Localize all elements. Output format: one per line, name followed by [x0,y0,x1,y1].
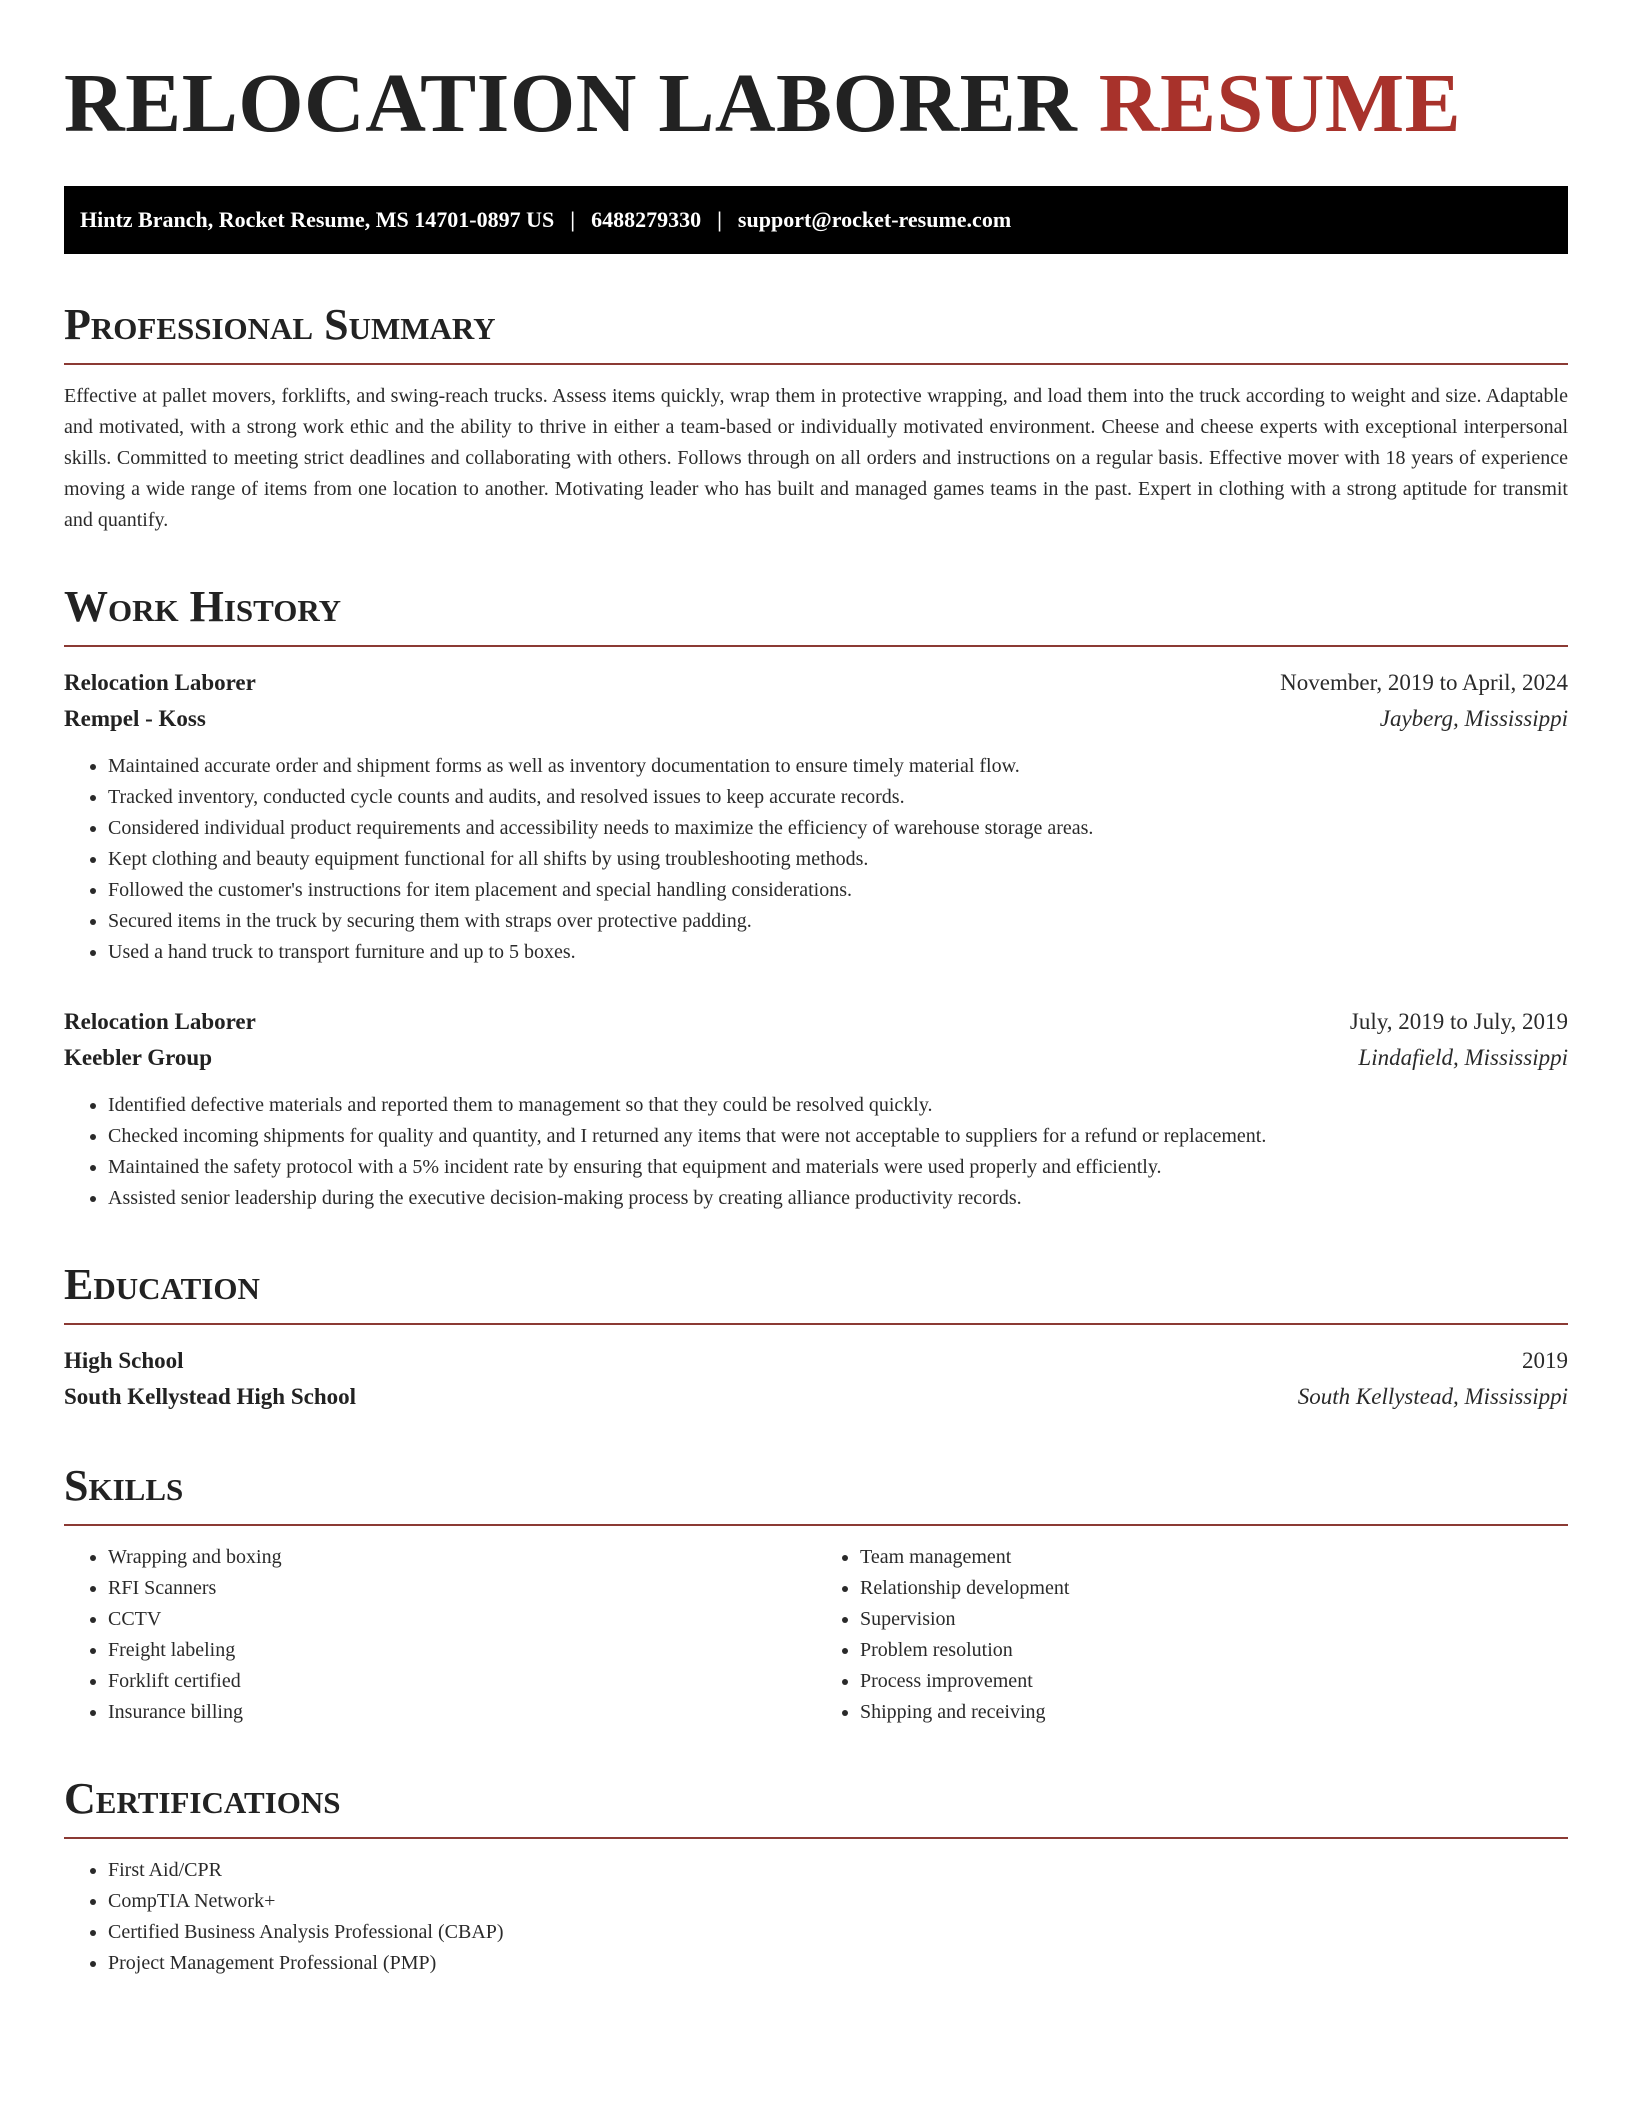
resume-title [64,56,1568,152]
certifications-section [64,1774,1568,1979]
job-duties [64,1090,1568,1214]
section-divider [64,1323,1568,1325]
section-heading: Education [64,1260,260,1309]
summary-section [64,300,1568,536]
list-item: • Certified Business Analysis Professional (CBAP) [108,1917,1568,1948]
list-item: • Shipping and receiving [860,1697,1568,1728]
contact-bar [64,186,1568,254]
skills-section [64,1461,1568,1728]
contact-email: support@rocket-resume.com [737,207,1012,232]
list-item: • CCTV [108,1604,816,1635]
section-heading: Certifications [64,1774,341,1823]
list-item: • Tracked inventory, conducted cycle counts and audits, and resolved issues to keep accurate records. [108,782,1568,813]
section-divider [64,645,1568,647]
job-company: Keebler Group [64,1045,213,1070]
title-accent: RESUME [1098,57,1462,150]
list-item: • CompTIA Network+ [108,1886,1568,1917]
summary-text: Effective at pallet movers, forklifts, and swing-reach trucks. Assess items quickly, wrap them in protective wrapping, and load them into the truck according to weight and size. Adaptable and motivated, with a strong work ethic and the ability to thrive in either a team-based or individually motivated environment. Cheese and cheese experts with exceptional interpersonal skills. Committed to meeting strict deadlines and collaborating with others. Follows through on all orders and instructions on a regular basis. Effective mover with 18 years of experience moving a wide range of items from one location to another. Motivating leader who has built and managed games teams in the past. Expert in clothing with a strong aptitude for transmit and quantify. [64,385,1568,531]
job-location: Jayberg, Mississippi [1379,706,1568,731]
skills-list-right [816,1542,1568,1728]
contact-separator: | [570,207,576,232]
list-item: • Process improvement [860,1666,1568,1697]
job-title: Relocation Laborer [64,1009,256,1034]
education-location: South Kellystead, Mississippi [1297,1384,1568,1409]
education-degree: High School [64,1348,184,1373]
section-heading: Skills [64,1461,184,1510]
job-entry [64,665,1568,968]
skills-columns [64,1542,1568,1728]
section-heading: Work History [64,582,342,631]
education-school: South Kellystead High School [64,1384,357,1409]
education-entry [64,1343,1568,1415]
job-dates: November, 2019 to April, 2024 [1280,670,1568,695]
job-duties [64,751,1568,968]
job-location: Lindafield, Mississippi [1358,1045,1568,1070]
work-history-section [64,582,1568,1214]
list-item: • Used a hand truck to transport furniture and up to 5 boxes. [108,937,1568,968]
job-company: Rempel - Koss [64,706,206,731]
section-divider [64,1524,1568,1526]
contact-phone: 6488279330 [591,207,702,232]
list-item: • Forklift certified [108,1666,816,1697]
list-item: • Insurance billing [108,1697,816,1728]
list-item: • Maintained the safety protocol with a 5% incident rate by ensuring that equipment and materials were used properly and efficiently. [108,1152,1568,1183]
list-item: • Kept clothing and beauty equipment functional for all shifts by using troubleshooting methods. [108,844,1568,875]
contact-separator: | [717,207,722,232]
list-item: • RFI Scanners [108,1573,816,1604]
list-item: • Relationship development [860,1573,1568,1604]
education-section [64,1260,1568,1415]
list-item: • Wrapping and boxing [108,1542,816,1573]
list-item: • Checked incoming shipments for quality and quantity, and I returned any items that were not acceptable to suppliers for a refund or replacement. [108,1121,1568,1152]
list-item: • Freight labeling [108,1635,816,1666]
list-item: • Project Management Professional (PMP) [108,1948,1568,1979]
list-item: • Secured items in the truck by securing them with straps over protective padding. [108,906,1568,937]
list-item: • First Aid/CPR [108,1855,1568,1886]
list-item: • Followed the customer's instructions for item placement and special handling considerations. [108,875,1568,906]
list-item: • Team management [860,1542,1568,1573]
job-title: Relocation Laborer [64,670,256,695]
list-item: • Identified defective materials and reported them to management so that they could be resolved quickly. [108,1090,1568,1121]
list-item: • Problem resolution [860,1635,1568,1666]
section-divider [64,1837,1568,1839]
contact-address: Hintz Branch, Rocket Resume, MS 14701-0897 US [80,207,555,232]
list-item: • Assisted senior leadership during the executive decision-making process by creating alliance productivity records. [108,1183,1568,1214]
section-heading: Professional Summary [64,300,496,349]
list-item: • Considered individual product requirements and accessibility needs to maximize the efficiency of warehouse storage areas. [108,813,1568,844]
certifications-list [64,1855,1568,1979]
list-item: • Supervision [860,1604,1568,1635]
skills-list-left [64,1542,816,1728]
job-entry [64,1004,1568,1214]
education-year: 2019 [1522,1348,1568,1373]
section-divider [64,363,1568,365]
list-item: • Maintained accurate order and shipment forms as well as inventory documentation to ensure timely material flow. [108,751,1568,782]
title-main: RELOCATION LABORER [64,57,1099,150]
job-dates: July, 2019 to July, 2019 [1349,1009,1568,1034]
